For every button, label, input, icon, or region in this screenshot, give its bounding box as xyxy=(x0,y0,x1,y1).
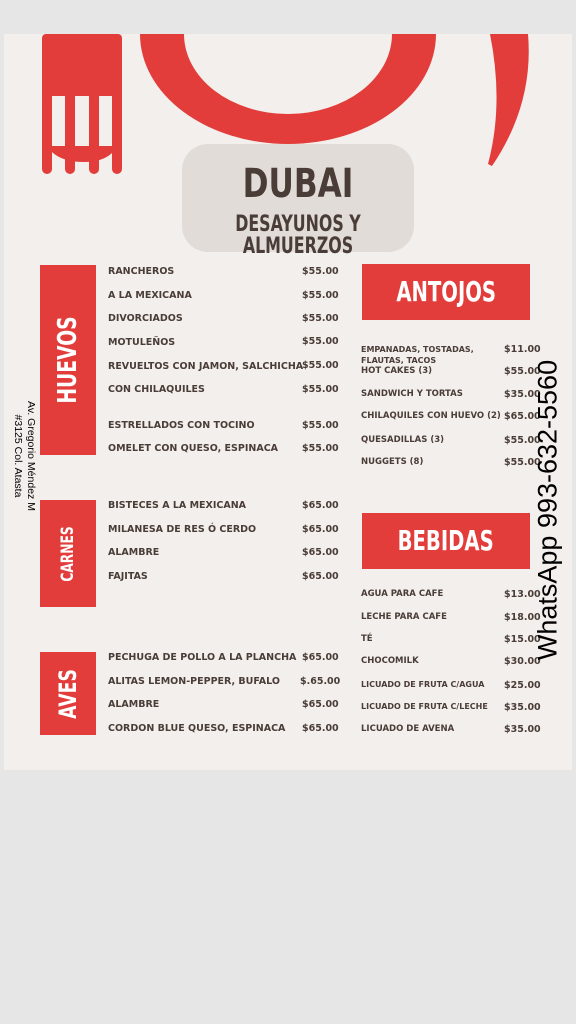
menu-item: SANDWICH Y TORTAS xyxy=(361,389,463,399)
menu-price: $65.00 xyxy=(302,699,339,710)
menu-price: $35.00 xyxy=(504,389,541,400)
title-box xyxy=(182,144,414,259)
menu-price: $65.00 xyxy=(302,652,339,663)
menu-item: AGUA PARA CAFE xyxy=(361,589,444,599)
menu-price: $25.00 xyxy=(504,680,541,691)
restaurant-subtitle: DESAYUNOS Y ALMUERZOS xyxy=(235,212,361,259)
menu-price: $35.00 xyxy=(504,702,541,713)
menu-item: ALITAS LEMON-PEPPER, BUFALO xyxy=(108,676,280,687)
menu-price: $11.00 xyxy=(504,344,541,355)
section-tab-aves xyxy=(40,652,96,735)
menu-price: $15.00 xyxy=(504,634,541,645)
menu-price: $65.00 xyxy=(302,500,339,511)
menu-item: ALAMBRE xyxy=(108,699,160,710)
menu-price: $65.00 xyxy=(302,524,339,535)
section-label-bebidas: BEBIDAS xyxy=(397,524,495,557)
menu-price: $35.00 xyxy=(504,724,541,735)
menu-price: $55.00 xyxy=(504,457,541,468)
menu-item: EMPANADAS, TOSTADAS, FLAUTAS, TACOS xyxy=(361,345,474,365)
menu-price: $30.00 xyxy=(504,656,541,667)
menu-item: LICUADO DE FRUTA C/AGUA xyxy=(361,680,485,689)
menu-price: $65.00 xyxy=(504,411,541,422)
menu-item: NUGGETS (8) xyxy=(361,457,424,467)
menu-price: $55.00 xyxy=(504,366,541,377)
section-header-antojos xyxy=(362,264,530,320)
menu-price: $65.00 xyxy=(302,723,339,734)
section-label-huevos: HUEVOS xyxy=(53,316,83,404)
section-label-antojos: ANTOJOS xyxy=(396,275,496,308)
menu-price: $55.00 xyxy=(302,384,339,395)
menu-item: A LA MEXICANA xyxy=(108,290,192,301)
menu-price: $18.00 xyxy=(504,612,541,623)
menu-price: $.65.00 xyxy=(300,676,341,687)
menu-item: FAJITAS xyxy=(108,571,148,582)
menu-price: $55.00 xyxy=(302,266,339,277)
section-label-carnes: CARNES xyxy=(58,525,78,582)
menu-price: $65.00 xyxy=(302,547,339,558)
menu-price: $55.00 xyxy=(302,360,339,371)
menu-price: $65.00 xyxy=(302,571,339,582)
menu-price: $55.00 xyxy=(302,443,339,454)
menu-item: MOTULEÑOS xyxy=(108,337,176,348)
menu-item: CHOCOMILK xyxy=(361,656,419,666)
menu-item: LICUADO DE AVENA xyxy=(361,724,455,734)
restaurant-title: DUBAI xyxy=(242,161,354,207)
address-text: Av. Gregorio Méndez M #3125 Col. Atasta xyxy=(12,401,37,511)
menu-price: $13.00 xyxy=(504,589,541,600)
section-label-aves: AVES xyxy=(54,668,82,719)
section-tab-carnes xyxy=(40,500,96,607)
plate-icon xyxy=(140,34,436,144)
whatsapp-text: WhatsApp 993-632-5560 xyxy=(532,359,563,661)
section-header-bebidas xyxy=(362,513,530,569)
menu-item: OMELET CON QUESO, ESPINACA xyxy=(108,443,279,454)
menu-item: ALAMBRE xyxy=(108,547,160,558)
menu-item: BISTECES A LA MEXICANA xyxy=(108,500,247,511)
menu-item: HOT CAKES (3) xyxy=(361,366,433,376)
menu-price: $55.00 xyxy=(302,336,339,347)
menu-item: MILANESA DE RES Ó CERDO xyxy=(108,524,257,535)
menu-item: CORDON BLUE QUESO, ESPINACA xyxy=(108,723,286,734)
menu-item: TÉ xyxy=(361,634,373,644)
menu-item: LICUADO DE FRUTA C/LECHE xyxy=(361,702,488,711)
menu-item: RANCHEROS xyxy=(108,266,175,277)
knife-icon xyxy=(488,34,529,166)
menu-price: $55.00 xyxy=(302,313,339,324)
menu-price: $55.00 xyxy=(504,435,541,446)
menu-price: $55.00 xyxy=(302,290,339,301)
menu-sheet xyxy=(4,34,572,770)
menu-item: DIVORCIADOS xyxy=(108,313,183,324)
menu-item: LECHE PARA CAFE xyxy=(361,612,447,622)
menu-item: CON CHILAQUILES xyxy=(108,384,205,395)
menu-price: $55.00 xyxy=(302,420,339,431)
menu-item: QUESADILLAS (3) xyxy=(361,435,445,445)
fork-icon xyxy=(42,34,122,174)
menu-item: CHILAQUILES CON HUEVO (2) xyxy=(361,411,501,421)
menu-item: ESTRELLADOS CON TOCINO xyxy=(108,420,255,431)
menu-item: PECHUGA DE POLLO A LA PLANCHA xyxy=(108,652,297,663)
section-tab-huevos xyxy=(40,265,96,455)
menu-item: REVUELTOS CON JAMON, SALCHICHA xyxy=(108,361,304,372)
